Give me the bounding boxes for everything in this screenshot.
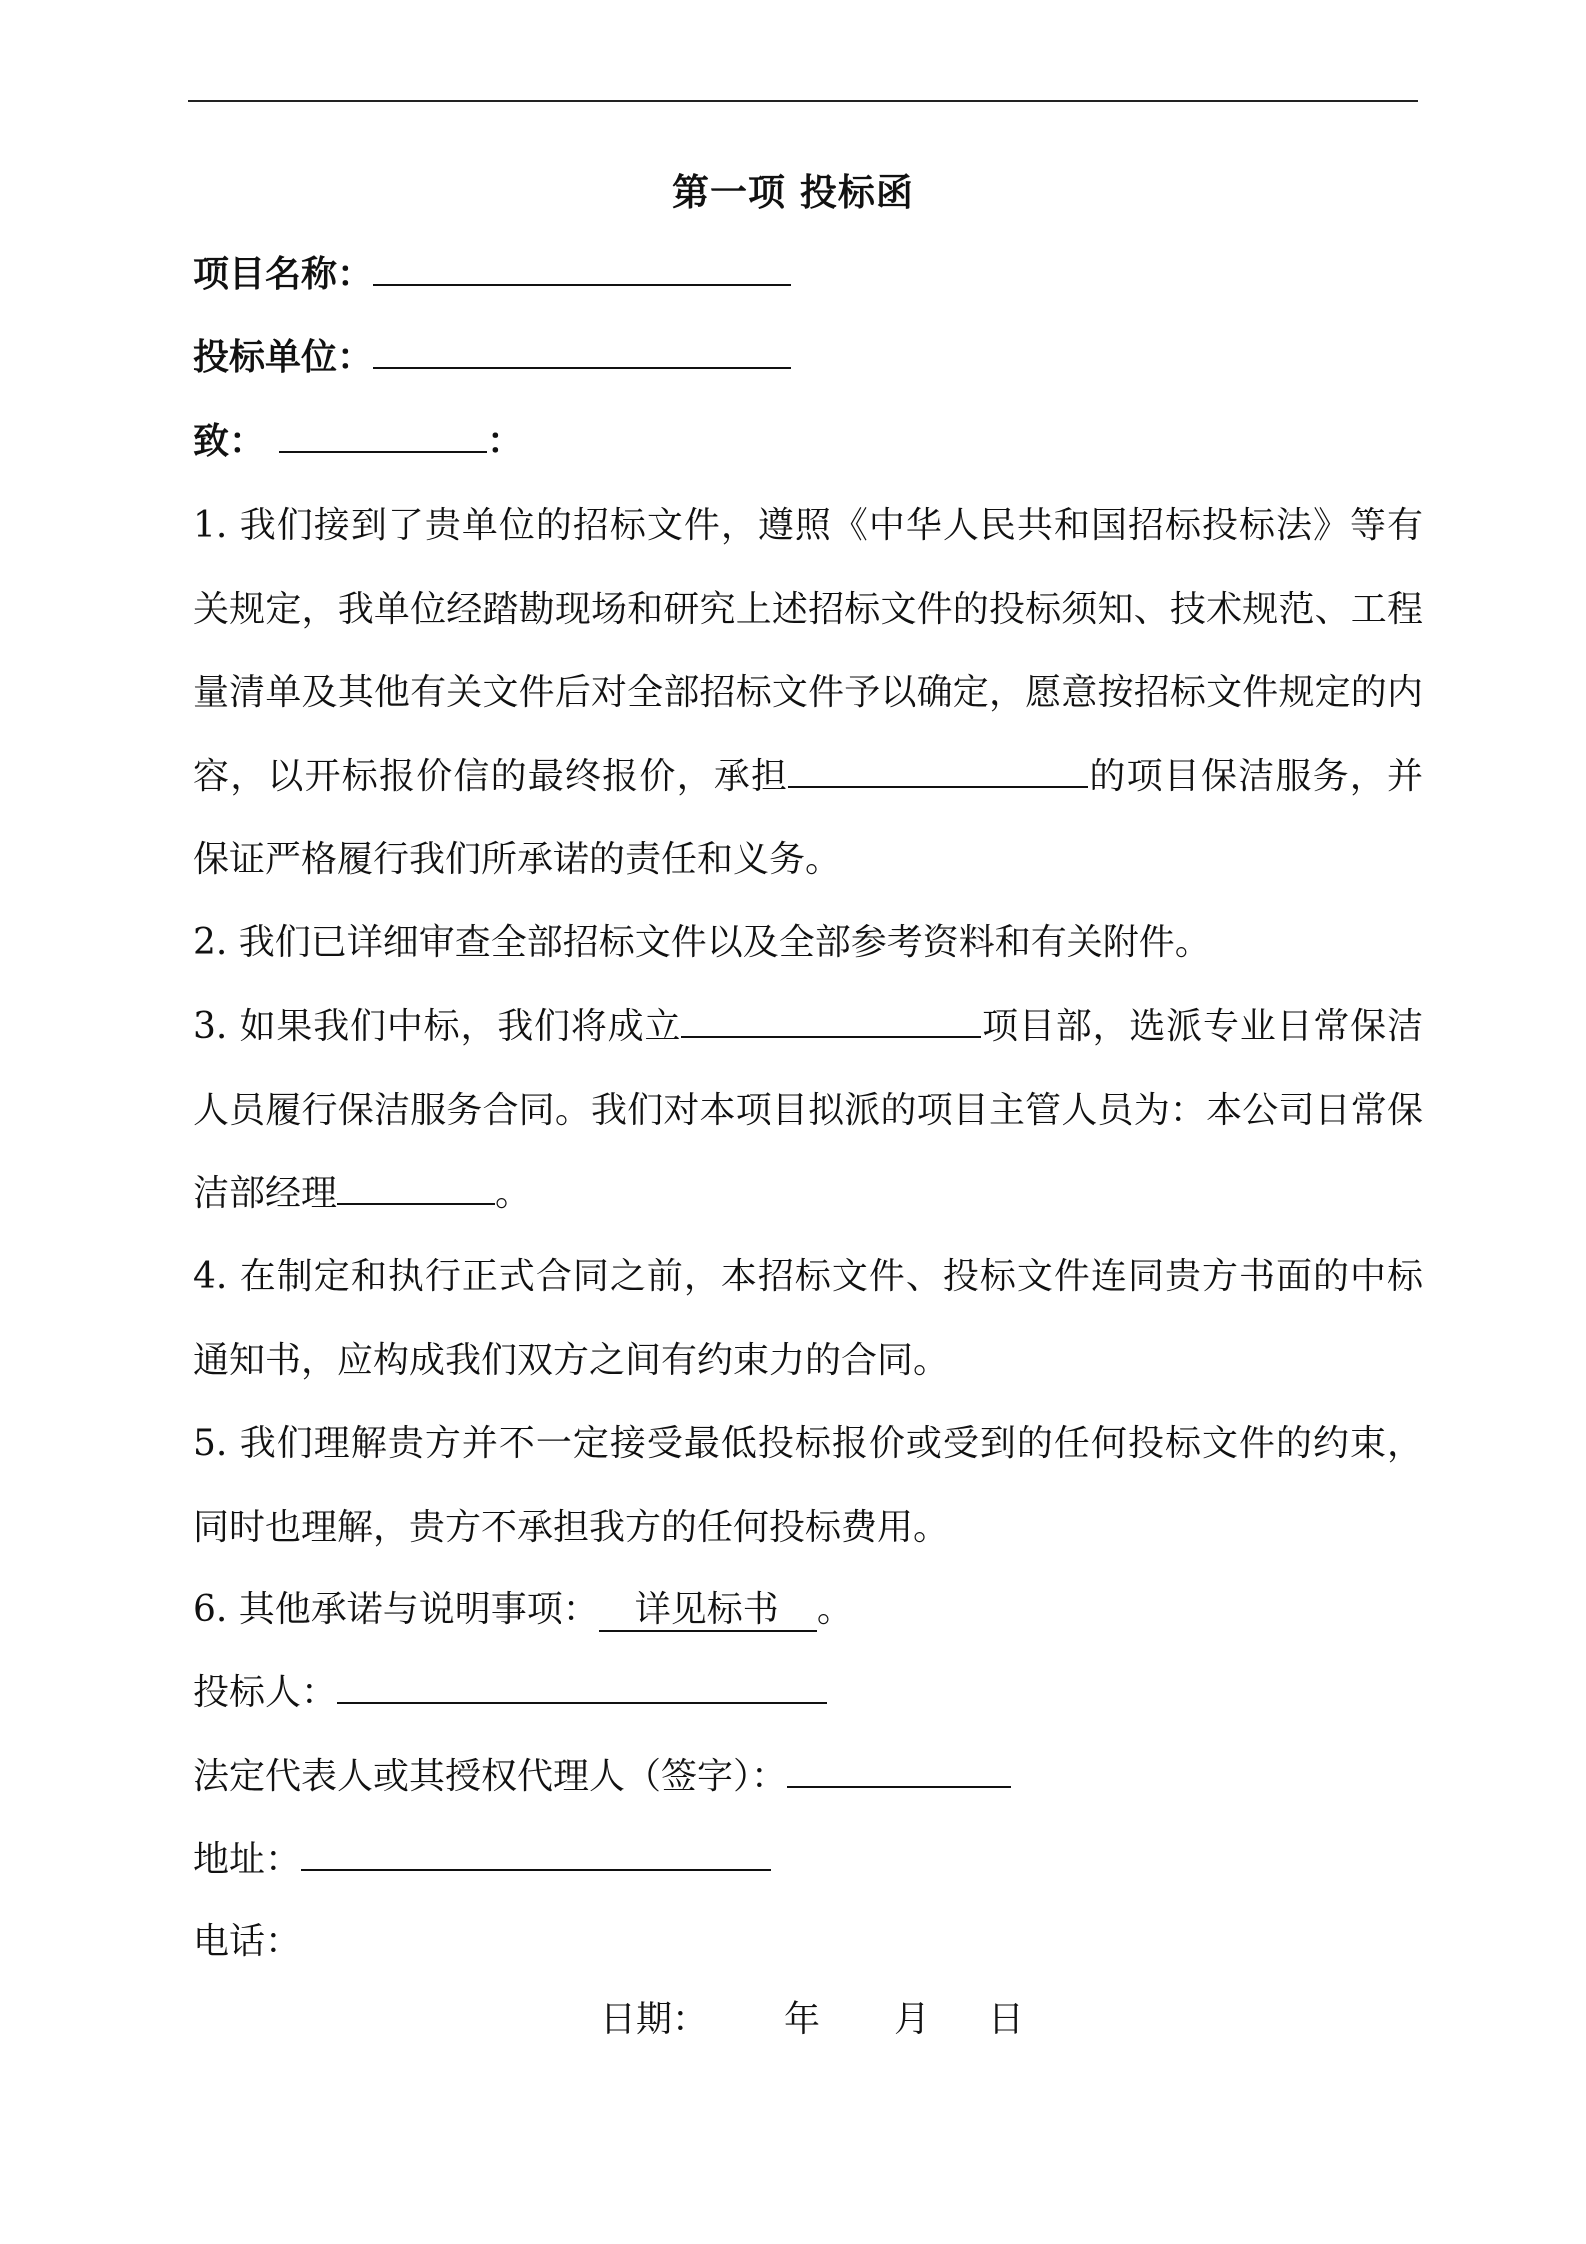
addressee-suffix: ： — [487, 420, 524, 462]
bidder-unit-row — [193, 333, 1423, 381]
clause-5-text: 5. 我们理解贵方并不一定接受最低投标报价或受到的任何投标文件的约束，同时也理解，贵方不承担我方的任何投标费用。 — [193, 1423, 1423, 1548]
bidder-unit-label: 投标单位： — [193, 336, 374, 378]
address-label: 地址： — [193, 1839, 302, 1880]
clause-1 — [193, 484, 1423, 902]
clause-3-text-end: 。 — [495, 1173, 532, 1214]
addressee-row — [193, 417, 1423, 465]
clause-3-manager-blank — [337, 1171, 495, 1205]
clause-2-text: 2. 我们已详细审查全部招标文件以及全部参考资料和有关附件。 — [193, 922, 1211, 963]
bidder-row — [193, 1669, 1423, 1717]
clause-3-text-mid: 项目部，选派专业日常保洁人员履行保洁服务合同。我们对本项目拟派的项目主管人员为：本公司日常保洁部经理 — [193, 1006, 1423, 1214]
clause-6-label: 6. 其他承诺与说明事项： — [193, 1589, 599, 1630]
project-name-row — [193, 250, 1423, 298]
phone-label: 电话： — [193, 1921, 302, 1962]
representative-blank — [787, 1754, 1011, 1788]
bidder-label: 投标人： — [193, 1672, 338, 1713]
page-title: 第一项 投标函 — [672, 170, 914, 214]
clause-6-value: 详见标书 — [599, 1590, 817, 1632]
date-year: 年 — [784, 1999, 821, 2040]
clause-3-project-blank — [681, 1004, 981, 1038]
project-name-label: 项目名称： — [193, 253, 374, 295]
representative-row — [193, 1753, 1423, 1801]
clause-1-text: 1. 我们接到了贵单位的招标文件，遵照《中华人民共和国招标投标法》等有关规定，我单位经踏勘现场和研究上述招标文件的投标须知、技术规范、工程量清单及其他有关文件后对全部招标文件予以确定，愿意按招标文件规定的内容，以开标报价信的最终报价，承担 — [193, 505, 1423, 797]
addressee-label: 致： — [193, 420, 266, 462]
addressee-blank — [279, 419, 487, 453]
phone-row — [193, 1918, 1423, 1966]
project-name-blank — [373, 252, 791, 286]
address-row — [193, 1836, 1423, 1884]
clause-1-text-end: 的项目保洁服务，并保证严格履行我们所承诺的责任和义务。 — [193, 755, 1423, 880]
date-row — [600, 1996, 1024, 2044]
clause-3 — [193, 985, 1423, 1236]
address-blank — [301, 1837, 771, 1871]
clause-6-suffix: 。 — [816, 1589, 853, 1630]
bidder-unit-blank — [373, 335, 791, 369]
clause-6 — [193, 1586, 1423, 1634]
date-month: 月 — [894, 1999, 931, 2040]
clause-4 — [193, 1235, 1423, 1402]
date-label: 日期： — [600, 1999, 709, 2040]
clause-3-text: 3. 如果我们中标，我们将成立 — [193, 1006, 682, 1047]
representative-label: 法定代表人或其授权代理人（签字）： — [193, 1756, 788, 1797]
clause-1-blank — [788, 754, 1088, 788]
header-rule — [188, 100, 1418, 102]
clause-4-text: 4. 在制定和执行正式合同之前，本招标文件、投标文件连同贵方书面的中标通知书，应构成我们双方之间有约束力的合同。 — [193, 1256, 1423, 1381]
date-day: 日 — [988, 1999, 1025, 2040]
clause-5 — [193, 1402, 1423, 1569]
clause-2 — [193, 901, 1423, 985]
bidder-blank — [337, 1670, 827, 1704]
